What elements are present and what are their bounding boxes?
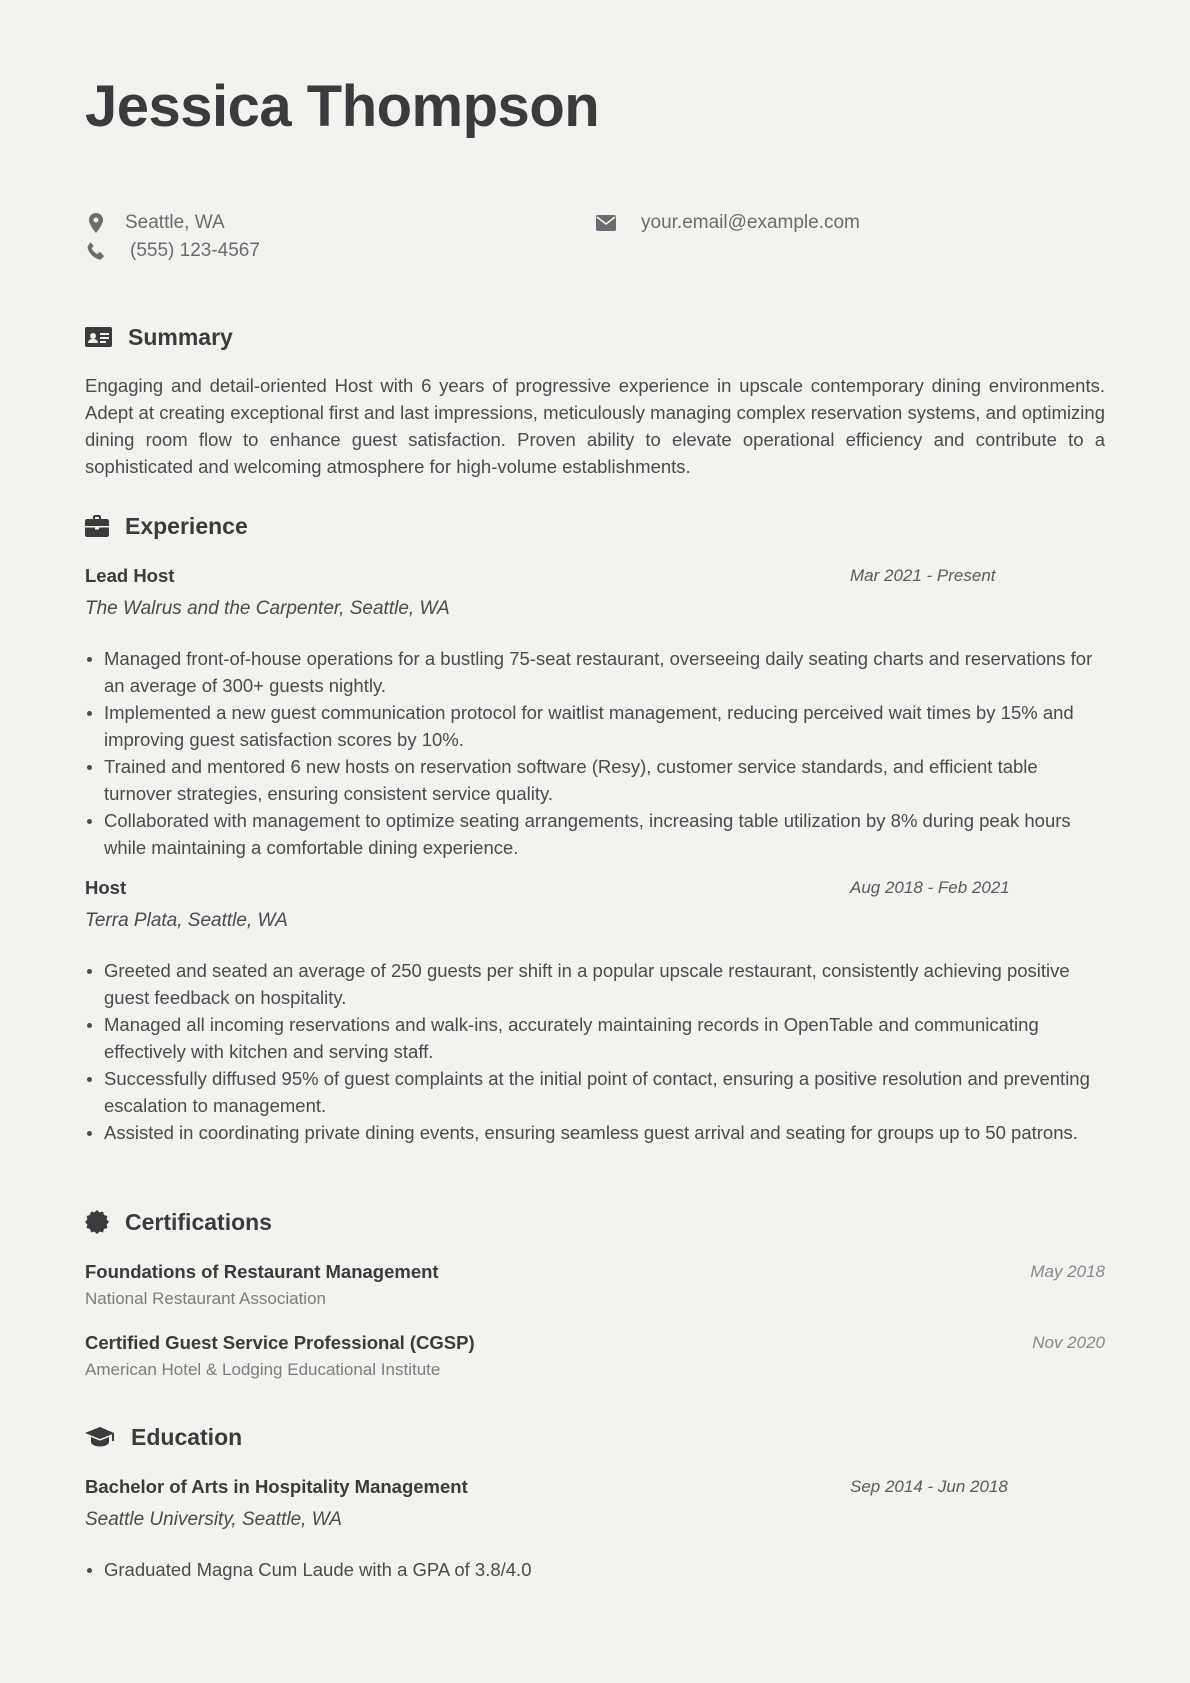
job-company: The Walrus and the Carpenter, Seattle, WA xyxy=(85,598,450,619)
contact-phone xyxy=(85,238,260,264)
envelope-icon xyxy=(595,215,617,231)
list-item: Graduated Magna Cum Laude with a GPA of 3.8/4.0 xyxy=(85,1556,1105,1583)
education-title: Education xyxy=(131,1423,243,1450)
certifications-heading xyxy=(85,1207,272,1237)
certificate-badge-icon xyxy=(85,1210,109,1234)
job-bullets xyxy=(85,645,1105,861)
list-item: Implemented a new guest communication protocol for waitlist management, reducing perceived wait times by 15% and improving guest satisfaction scores by 10%. xyxy=(85,699,1105,753)
school-name: Seattle University, Seattle, WA xyxy=(85,1509,342,1530)
cert-issuer: National Restaurant Association xyxy=(85,1289,326,1308)
job-company: Terra Plata, Seattle, WA xyxy=(85,910,288,931)
cert-name: Certified Guest Service Professional (CGSP) xyxy=(85,1332,475,1353)
experience-title: Experience xyxy=(125,512,248,539)
job-title: Host xyxy=(85,877,127,898)
experience-heading xyxy=(85,511,248,541)
list-item: Managed front-of-house operations for a bustling 75-seat restaurant, overseeing daily seating charts and reservations for an average of 300+ guests nightly. xyxy=(85,645,1105,699)
location-text: Seattle, WA xyxy=(125,212,225,233)
education-bullets xyxy=(85,1556,1105,1583)
education-date: Sep 2014 - Jun 2018 xyxy=(850,1477,1008,1496)
map-marker-icon xyxy=(85,213,107,233)
contact-email[interactable] xyxy=(595,210,860,236)
email-text[interactable]: your.email@example.com xyxy=(641,212,860,233)
list-item: Greeted and seated an average of 250 guests per shift in a popular upscale restaurant, consistently achieving positive guest feedback on hospitality. xyxy=(85,957,1105,1011)
phone-text: (555) 123-4567 xyxy=(130,240,260,261)
briefcase-icon xyxy=(85,515,109,537)
cert-name: Foundations of Restaurant Management xyxy=(85,1261,439,1282)
cert-date: May 2018 xyxy=(1030,1262,1105,1281)
job-date: Aug 2018 - Feb 2021 xyxy=(850,878,1010,897)
job-bullets xyxy=(85,957,1105,1146)
education-heading xyxy=(85,1422,242,1452)
certifications-title: Certifications xyxy=(125,1208,272,1235)
graduation-cap-icon xyxy=(85,1426,115,1448)
contact-info xyxy=(85,210,1105,270)
contact-location xyxy=(85,210,225,236)
job-title: Lead Host xyxy=(85,565,175,586)
list-item: Assisted in coordinating private dining events, ensuring seamless guest arrival and seating for groups up to 50 patrons. xyxy=(85,1119,1105,1146)
id-card-icon xyxy=(85,327,112,347)
cert-issuer: American Hotel & Lodging Educational Institute xyxy=(85,1360,441,1379)
summary-text: Engaging and detail-oriented Host with 6 years of progressive experience in upscale contemporary dining environments. Adept at creating exceptional first and last impressions, meticulously managing complex reservation systems, and optimizing dining room flow to enhance guest satisfaction. Proven ability to elevate operational efficiency and contribute to a sophisticated and welcoming atmosphere for high-volume establishments. xyxy=(85,375,1105,477)
list-item: Successfully diffused 95% of guest complaints at the initial point of contact, ensuring a positive resolution and preventing escalation to management. xyxy=(85,1065,1105,1119)
list-item: Collaborated with management to optimize seating arrangements, increasing table utilization by 8% during peak hours while maintaining a comfortable dining experience. xyxy=(85,807,1105,861)
list-item: Managed all incoming reservations and walk-ins, accurately maintaining records in OpenTable and communicating effectively with kitchen and serving staff. xyxy=(85,1011,1105,1065)
cert-date: Nov 2020 xyxy=(1032,1333,1105,1352)
phone-icon xyxy=(85,241,107,261)
summary-heading xyxy=(85,322,233,352)
degree-title: Bachelor of Arts in Hospitality Management xyxy=(85,1476,468,1497)
job-date: Mar 2021 - Present xyxy=(850,566,996,585)
candidate-name: Jessica Thompson xyxy=(85,74,600,139)
list-item: Trained and mentored 6 new hosts on reservation software (Resy), customer service standards, and efficient table turnover strategies, ensuring consistent service quality. xyxy=(85,753,1105,807)
summary-title: Summary xyxy=(128,323,233,350)
